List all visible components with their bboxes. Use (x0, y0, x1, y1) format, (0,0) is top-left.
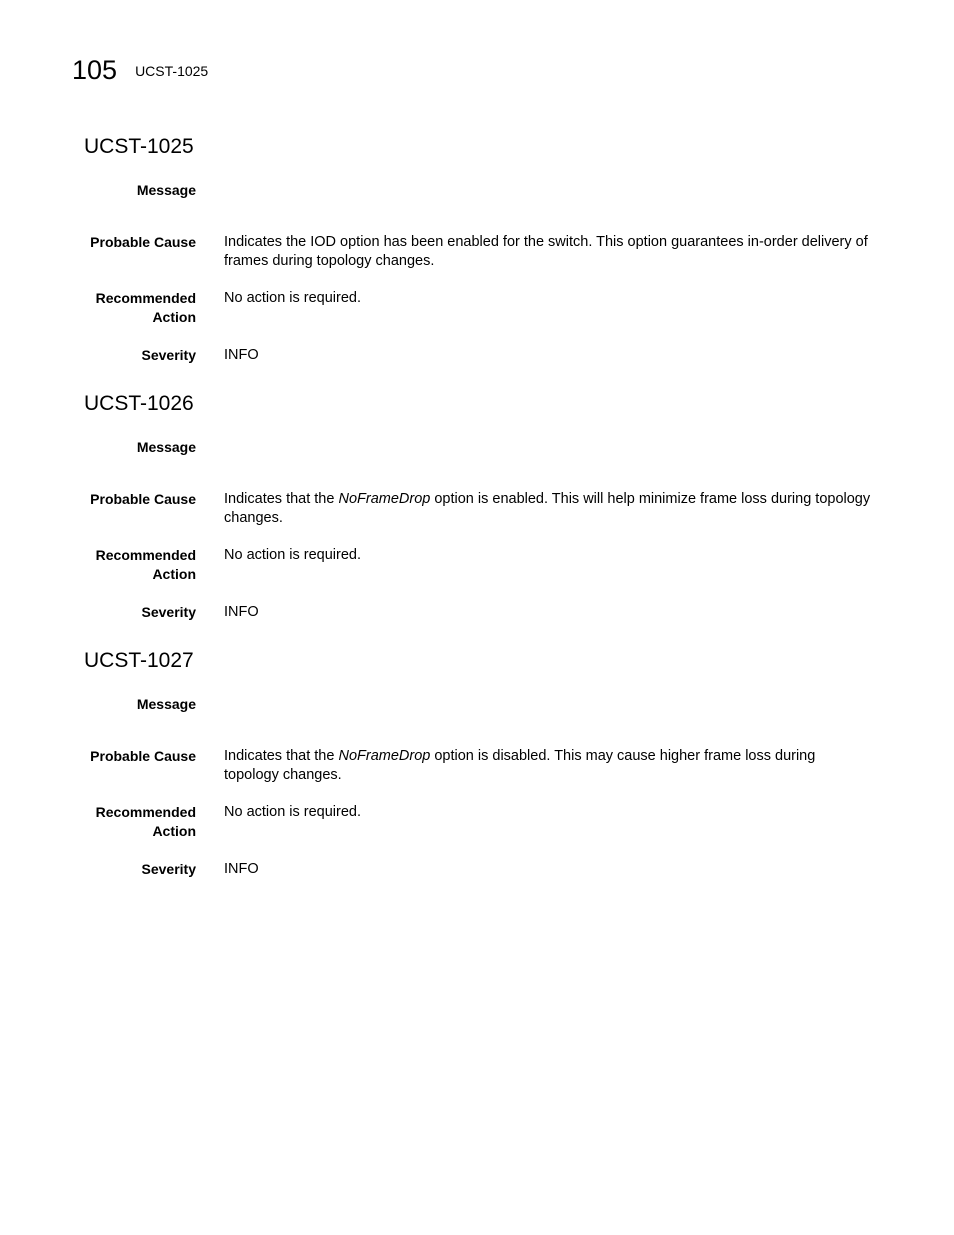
recommended-action-label: Recommended Action (95, 290, 196, 325)
recommended-action-value: No action is required. (224, 290, 362, 306)
probable-cause-label: Probable Cause (90, 234, 196, 250)
running-title: UCST-1025 (135, 63, 209, 79)
probable-cause-value (224, 490, 874, 528)
probable-cause-label: Probable Cause (90, 491, 196, 507)
entry-title: UCST-1025 (84, 135, 194, 158)
severity-value: INFO (224, 347, 259, 363)
recommended-action-value: No action is required. (224, 804, 362, 820)
severity-label: Severity (141, 861, 196, 877)
probable-cause-value (224, 747, 874, 785)
probable-cause-text-after: option is disabled. This may cause higher frame loss during topology changes. (224, 748, 816, 783)
message-label: Message (136, 439, 196, 455)
probable-cause-emphasis: NoFrameDrop (338, 748, 431, 764)
message-label: Message (136, 696, 196, 712)
recommended-action-label: Recommended Action (95, 547, 196, 582)
severity-label: Severity (141, 347, 196, 363)
probable-cause-emphasis: NoFrameDrop (338, 491, 431, 507)
probable-cause-label: Probable Cause (90, 748, 196, 764)
probable-cause-text-before: Indicates that the (224, 491, 339, 507)
severity-value: INFO (224, 861, 259, 877)
probable-cause-text-after: option is enabled. This will help minimize frame loss during topology changes. (224, 491, 871, 526)
recommended-action-value: No action is required. (224, 547, 362, 563)
severity-value: INFO (224, 604, 259, 620)
probable-cause-value: Indicates the IOD option has been enabled for the switch. This option guarantees in-order delivery of frames during topology changes. (224, 234, 868, 269)
severity-label: Severity (141, 604, 196, 620)
page-header (72, 54, 208, 86)
page-number: 105 (72, 55, 118, 85)
entry-title: UCST-1027 (84, 649, 194, 672)
probable-cause-text-before: Indicates that the (224, 748, 339, 764)
entry-title: UCST-1026 (84, 392, 194, 415)
message-label: Message (136, 182, 196, 198)
recommended-action-label: Recommended Action (95, 804, 196, 839)
